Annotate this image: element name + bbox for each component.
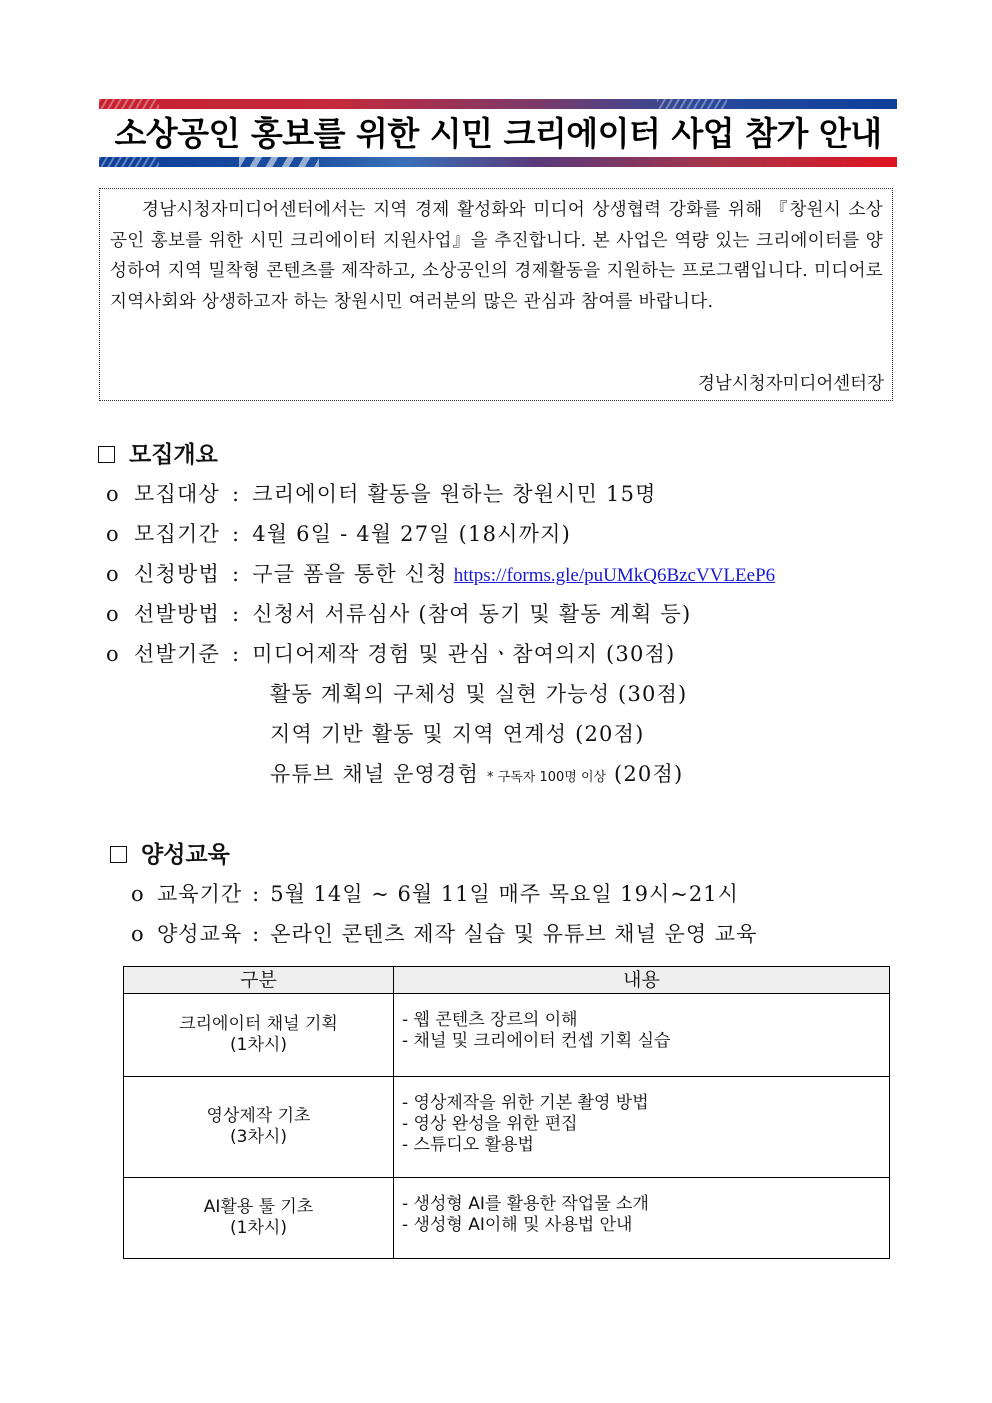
row-category — [124, 1077, 394, 1178]
item-key: 모집기간 — [134, 522, 220, 546]
section-heading-text: 양성교육 — [141, 842, 230, 868]
course-title: AI활용 툴 기초 — [203, 1197, 314, 1217]
intro-signature: 경남시청자미디어센터장 — [698, 374, 884, 394]
item-separator: : — [252, 922, 261, 946]
recruit-item-criteria — [106, 639, 675, 669]
item-separator: : — [231, 562, 241, 586]
education-item-program — [131, 919, 757, 949]
circle-bullet-icon: o — [131, 882, 145, 906]
content-line: - 스튜디오 활용법 — [402, 1135, 534, 1155]
item-value: 크리에이터 활동을 원하는 창원시민 15명 — [252, 482, 657, 506]
criteria-score: (20점) — [613, 762, 684, 786]
intro-paragraph: 경남시청자미디어센터에서는 지역 경제 활성화와 미디어 상생협력 강화를 위해 『창원시 소상공인 홍보를 위한 시민 크리에이터 지원사업』을 추진합니다. 본 사업은 역량 있는 크리에이터를 양성하여 지역 밀착형 콘텐츠를 제작하고, 소상공인의 경제활동을 지원하는 프로그램입니다. 미디어로 지역사회와 상생하고자 하는 창원시민 여러분의 많은 관심과 참여를 바랍니다. — [110, 200, 883, 312]
content-line: - 생성형 AI를 활용한 작업물 소개 — [402, 1194, 649, 1214]
circle-bullet-icon: o — [106, 562, 120, 586]
section-heading-text: 모집개요 — [129, 442, 218, 468]
course-sessions: (3차시) — [230, 1127, 287, 1147]
circle-bullet-icon: o — [106, 522, 120, 546]
education-table — [123, 966, 890, 1259]
banner-bottom-stripe — [99, 157, 897, 167]
section-heading-recruit — [98, 440, 218, 470]
item-separator: : — [231, 482, 241, 506]
application-form-link[interactable]: https://forms.gle/puUMkQ6BzcVVLEeP6 — [453, 565, 776, 586]
content-line: - 채널 및 크리에이터 컨셉 기획 실습 — [402, 1031, 671, 1051]
education-item-period — [131, 879, 739, 909]
square-bullet-icon — [110, 846, 127, 863]
circle-bullet-icon: o — [131, 922, 145, 946]
table-row — [124, 1077, 890, 1178]
recruit-item-selection-method — [106, 599, 691, 629]
item-key: 선발기준 — [134, 642, 220, 666]
item-key: 신청방법 — [134, 562, 220, 586]
header-category: 구분 — [124, 967, 394, 994]
item-separator: : — [231, 522, 241, 546]
table-row — [124, 1178, 890, 1259]
row-category — [124, 994, 394, 1077]
item-key: 선발방법 — [134, 602, 220, 626]
item-key: 양성교육 — [157, 922, 243, 946]
criteria-note: * 구독자 100명 이상 — [487, 770, 607, 785]
course-sessions: (1차시) — [230, 1035, 287, 1055]
circle-bullet-icon: o — [106, 642, 120, 666]
content-line: - 생성형 AI이해 및 사용법 안내 — [402, 1215, 633, 1235]
item-value: 신청서 서류심사 (참여 동기 및 활동 계획 등) — [252, 602, 692, 626]
page-title: 소상공인 홍보를 위한 시민 크리에이터 사업 참가 안내 — [114, 114, 882, 153]
recruit-item-period — [106, 519, 571, 549]
item-value: 미디어제작 경험 및 관심ㆍ참여의지 (30점) — [252, 642, 676, 666]
row-category — [124, 1178, 394, 1259]
recruit-item-apply — [106, 559, 775, 591]
row-contents — [394, 994, 890, 1077]
section-heading-education — [110, 840, 230, 870]
item-value: 4월 6일 - 4월 27일 (18시까지) — [252, 522, 572, 546]
circle-bullet-icon: o — [106, 602, 120, 626]
circle-bullet-icon: o — [106, 482, 120, 506]
item-value: 5월 14일 ~ 6월 11일 매주 목요일 19시~21시 — [270, 882, 739, 906]
course-title: 영상제작 기초 — [206, 1106, 311, 1126]
criteria-line — [270, 759, 683, 793]
intro-box — [99, 188, 893, 401]
item-value: 온라인 콘텐츠 제작 실습 및 유튜브 채널 운영 교육 — [270, 922, 758, 946]
recruit-item-target — [106, 479, 657, 509]
banner-top-stripe — [99, 99, 897, 109]
content-line: - 웹 콘텐츠 장르의 이해 — [402, 1010, 578, 1030]
content-line: - 영상제작을 위한 기본 촬영 방법 — [402, 1093, 649, 1113]
table-header-row — [124, 967, 890, 994]
table-row — [124, 994, 890, 1077]
item-separator: : — [252, 882, 261, 906]
item-value: 구글 폼을 통한 신청 — [252, 562, 448, 586]
criteria-line: 활동 계획의 구체성 및 실현 가능성 (30점) — [270, 682, 688, 706]
item-separator: : — [231, 642, 241, 666]
header-contents: 내용 — [394, 967, 890, 994]
item-key: 모집대상 — [134, 482, 220, 506]
row-contents — [394, 1077, 890, 1178]
item-separator: : — [231, 602, 241, 626]
row-contents — [394, 1178, 890, 1259]
item-key: 교육기간 — [157, 882, 243, 906]
course-title: 크리에이터 채널 기획 — [179, 1014, 338, 1034]
criteria-text: 유튜브 채널 운영경험 — [270, 762, 480, 786]
criteria-line: 지역 기반 활동 및 지역 연계성 (20점) — [270, 722, 645, 746]
square-bullet-icon — [98, 446, 115, 463]
course-sessions: (1차시) — [230, 1218, 287, 1238]
content-line: - 영상 완성을 위한 편집 — [402, 1114, 578, 1134]
